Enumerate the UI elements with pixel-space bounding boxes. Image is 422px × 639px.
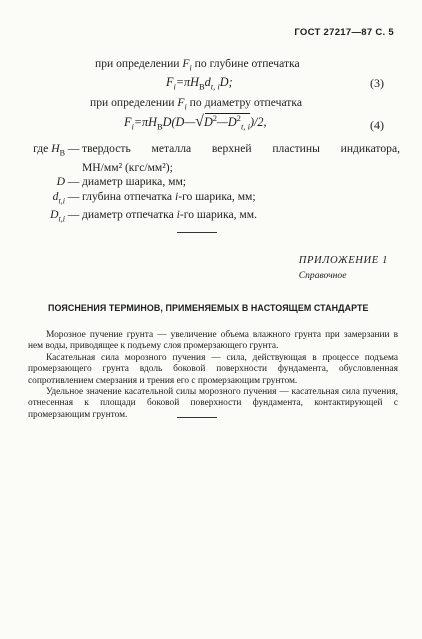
paragraph: Удельное значение касательной силы морозного пучения — касательная сила пучения, отнесенная к площади боковой поверхности фундамента, контактирующей с промерзающим грунтом. xyxy=(28,387,398,420)
page-header: ГОСТ 27217—87 С. 5 xyxy=(294,27,394,38)
definition-symbol xyxy=(26,190,65,209)
formula-4 xyxy=(124,113,267,132)
definition-text-part: глубина отпечатка xyxy=(82,189,173,203)
f4-e-sup: 2 xyxy=(236,113,241,123)
f4-e: —D xyxy=(217,115,237,130)
intro-var: F xyxy=(182,57,190,70)
f3-rhs-a: =πH xyxy=(175,75,199,89)
definition-symbol: D xyxy=(56,175,65,189)
appendix-label xyxy=(299,255,388,281)
separator-rule-bottom xyxy=(177,417,217,418)
formula-3 xyxy=(166,75,233,91)
appendix-title: ПРИЛОЖЕНИЕ 1 xyxy=(298,255,388,266)
symbol: D xyxy=(50,208,59,222)
intro-rest: по глубине отпечатка xyxy=(194,57,300,70)
definition-text-var: i xyxy=(174,189,179,203)
definition-symbol xyxy=(26,142,65,161)
definition-dash: — xyxy=(67,208,80,222)
separator-rule xyxy=(177,232,217,233)
f4-d: D xyxy=(203,115,213,130)
terms-body xyxy=(28,330,398,421)
f4-e-sub: t, i xyxy=(240,121,250,132)
definition-dash-empty xyxy=(65,161,82,175)
intro-var: F xyxy=(177,96,185,109)
symbol-sub: t,i xyxy=(58,214,65,224)
definition-text: диаметр шарика, мм; xyxy=(82,175,187,189)
definition-text xyxy=(82,190,400,209)
definitions-list xyxy=(26,142,400,227)
definition-symbol xyxy=(26,208,65,227)
f3-rhs-c: d xyxy=(204,75,211,89)
symbol: d xyxy=(52,189,59,203)
f3-rhs-e: D; xyxy=(219,75,233,89)
definition-row xyxy=(26,208,400,227)
definition-text-rest: -го шарика, мм. xyxy=(179,208,257,222)
definition-text: твердость металла верхней пластины индикатора, xyxy=(82,142,400,155)
definition-lead: где xyxy=(33,142,49,155)
symbol: H xyxy=(51,142,60,155)
symbol-sub: t,i xyxy=(58,195,65,205)
definition-text xyxy=(82,208,400,227)
f4-d-sup: 2 xyxy=(212,113,218,123)
radical-sign: √ xyxy=(195,113,204,131)
definition-dash: — xyxy=(67,189,80,203)
symbol-sub: В xyxy=(59,148,65,158)
intro-text: при определении xyxy=(90,96,175,109)
f3-rhs-b: В xyxy=(198,81,205,92)
paragraph: Касательная сила морозного пучения — сила, действующая в процессе подъема промерзающего грунта вдоль боковой поверхности фундамента, обусловленная сопротивлением смерзания и трения его с промерзающим грунтом. xyxy=(28,352,398,386)
definition-row xyxy=(26,175,400,189)
f4-lhs-sub: i xyxy=(131,121,134,132)
intro-var-sub: i xyxy=(189,63,192,73)
intro-rest: по диаметру отпечатка xyxy=(189,96,302,109)
definition-dash: — xyxy=(67,142,80,155)
appendix-note: Справочное xyxy=(298,270,347,281)
formula-3-intro xyxy=(95,57,300,72)
definition-dash: — xyxy=(67,175,80,189)
formula-4-intro xyxy=(90,96,302,111)
definition-row xyxy=(26,190,400,209)
f4-sqrt xyxy=(195,113,250,132)
definition-text-rest: -го шарика, мм; xyxy=(178,189,256,203)
f4-f: )/2, xyxy=(249,115,267,130)
f3-rhs-d: t, i xyxy=(210,81,220,92)
paragraph: Морозное пучение грунта — увеличение объема влажного грунта при замерзании в нем воды, приводящее к подъему слоя промерзающего грунта. xyxy=(28,330,398,352)
definition-row xyxy=(26,142,400,161)
formula-3-number: (3) xyxy=(370,76,384,90)
section-title: ПОЯСНЕНИЯ ТЕРМИНОВ, ПРИМЕНЯЕМЫХ В НАСТОЯЩЕМ СТАНДАРТЕ xyxy=(48,303,369,313)
definition-row-cont xyxy=(26,161,400,175)
f4-b: В xyxy=(156,121,163,132)
formula-4-number: (4) xyxy=(370,118,384,132)
definition-text-var: i xyxy=(176,208,180,222)
definition-text-part: диаметр отпечатка xyxy=(82,208,174,222)
f4-a: =πH xyxy=(133,115,157,130)
f3-lhs-sub: i xyxy=(173,81,176,92)
radical-bar xyxy=(205,113,250,114)
f4-c: D(D— xyxy=(162,115,196,130)
f4-lhs: F xyxy=(124,115,132,130)
f3-lhs: F xyxy=(166,75,174,89)
definition-text: МН/мм² (кгс/мм²); xyxy=(82,160,173,174)
definition-symbol-empty xyxy=(26,161,65,175)
intro-var-sub: i xyxy=(184,102,187,112)
intro-text: при определении xyxy=(95,57,180,70)
